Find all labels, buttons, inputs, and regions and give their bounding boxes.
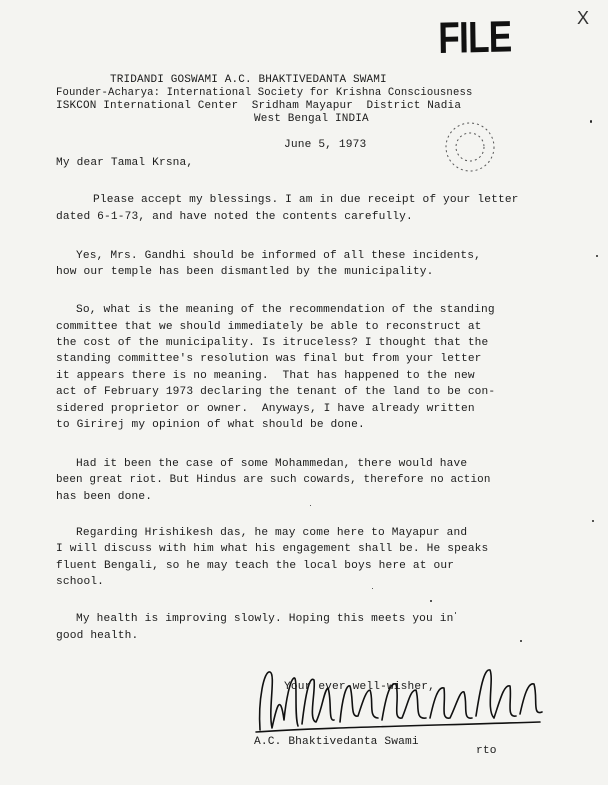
paragraph-3-line-4: standing committee's resolution was final but from your letter bbox=[56, 353, 482, 365]
letterhead-line-2: Founder-Acharya: International Society for Krishna Consciousness bbox=[56, 87, 473, 99]
paragraph-2-line-1: Yes, Mrs. Gandhi should be informed of all these incidents, bbox=[76, 250, 481, 262]
file-stamp: FILE bbox=[438, 12, 512, 63]
scan-speck bbox=[592, 520, 594, 522]
letterhead-line-1: TRIDANDI GOSWAMI A.C. BHAKTIVEDANTA SWAMI bbox=[110, 74, 387, 86]
initials: rto bbox=[476, 745, 497, 757]
salutation: My dear Tamal Krsna, bbox=[56, 157, 194, 169]
corner-x-mark: X bbox=[577, 8, 590, 28]
paragraph-3-line-7: sidered proprietor or owner. Anyways, I have already written bbox=[56, 403, 475, 415]
paragraph-3-line-3: the cost of the municipality. Is itruceless? I thought that the bbox=[56, 337, 489, 349]
letter-date: June 5, 1973 bbox=[284, 139, 367, 151]
faint-seal-mark bbox=[440, 118, 500, 176]
letterhead-line-3: ISKCON International Center Sridham Mayapur District Nadia bbox=[56, 100, 462, 112]
handwritten-signature bbox=[250, 660, 550, 740]
letterhead-line-4: West Bengal INDIA bbox=[254, 113, 369, 125]
paragraph-1-line-1: Please accept my blessings. I am in due receipt of your letter bbox=[93, 194, 519, 206]
paragraph-3-line-8: to Girirej my opinion of what should be done. bbox=[56, 419, 365, 431]
paragraph-2-line-2: how our temple has been dismantled by the municipality. bbox=[56, 266, 434, 278]
scan-speck bbox=[520, 640, 522, 642]
scan-speck bbox=[372, 588, 373, 589]
paragraph-5-line-4: school. bbox=[56, 576, 105, 588]
scan-speck bbox=[310, 505, 311, 506]
paragraph-5-line-2: I will discuss with him what his engagement shall be. He speaks bbox=[56, 543, 489, 555]
closing: Your ever well-wisher, bbox=[284, 681, 435, 693]
scan-speck bbox=[455, 612, 456, 614]
paragraph-4-line-2: been great riot. But Hindus are such cowards, therefore no action bbox=[56, 474, 491, 486]
paragraph-5-line-3: fluent Bengali, so he may teach the local boys here at our bbox=[56, 560, 455, 572]
paragraph-1-line-2: dated 6-1-73, and have noted the contents carefully. bbox=[56, 211, 413, 223]
paragraph-5-line-1: Regarding Hrishikesh das, he may come here to Mayapur and bbox=[76, 527, 468, 539]
paragraph-6-line-2: good health. bbox=[56, 630, 139, 642]
paragraph-4-line-1: Had it been the case of some Mohammedan, there would have bbox=[76, 458, 468, 470]
signature-name: A.C. Bhaktivedanta Swami bbox=[254, 736, 419, 748]
paragraph-6-line-1: My health is improving slowly. Hoping this meets you in bbox=[76, 613, 454, 625]
paragraph-3-line-5: it appears there is no meaning. That has happened to the new bbox=[56, 370, 475, 382]
paragraph-3-line-6: act of February 1973 declaring the tenant of the land to be con- bbox=[56, 386, 496, 398]
paragraph-4-line-3: has been done. bbox=[56, 491, 153, 503]
paragraph-3-line-2: committee that we should immediately be able to reconstruct at bbox=[56, 321, 482, 333]
scan-speck bbox=[430, 600, 432, 602]
scan-speck bbox=[590, 120, 592, 123]
paragraph-3-line-1: So, what is the meaning of the recommendation of the standing bbox=[76, 304, 495, 316]
scan-speck bbox=[596, 255, 598, 257]
